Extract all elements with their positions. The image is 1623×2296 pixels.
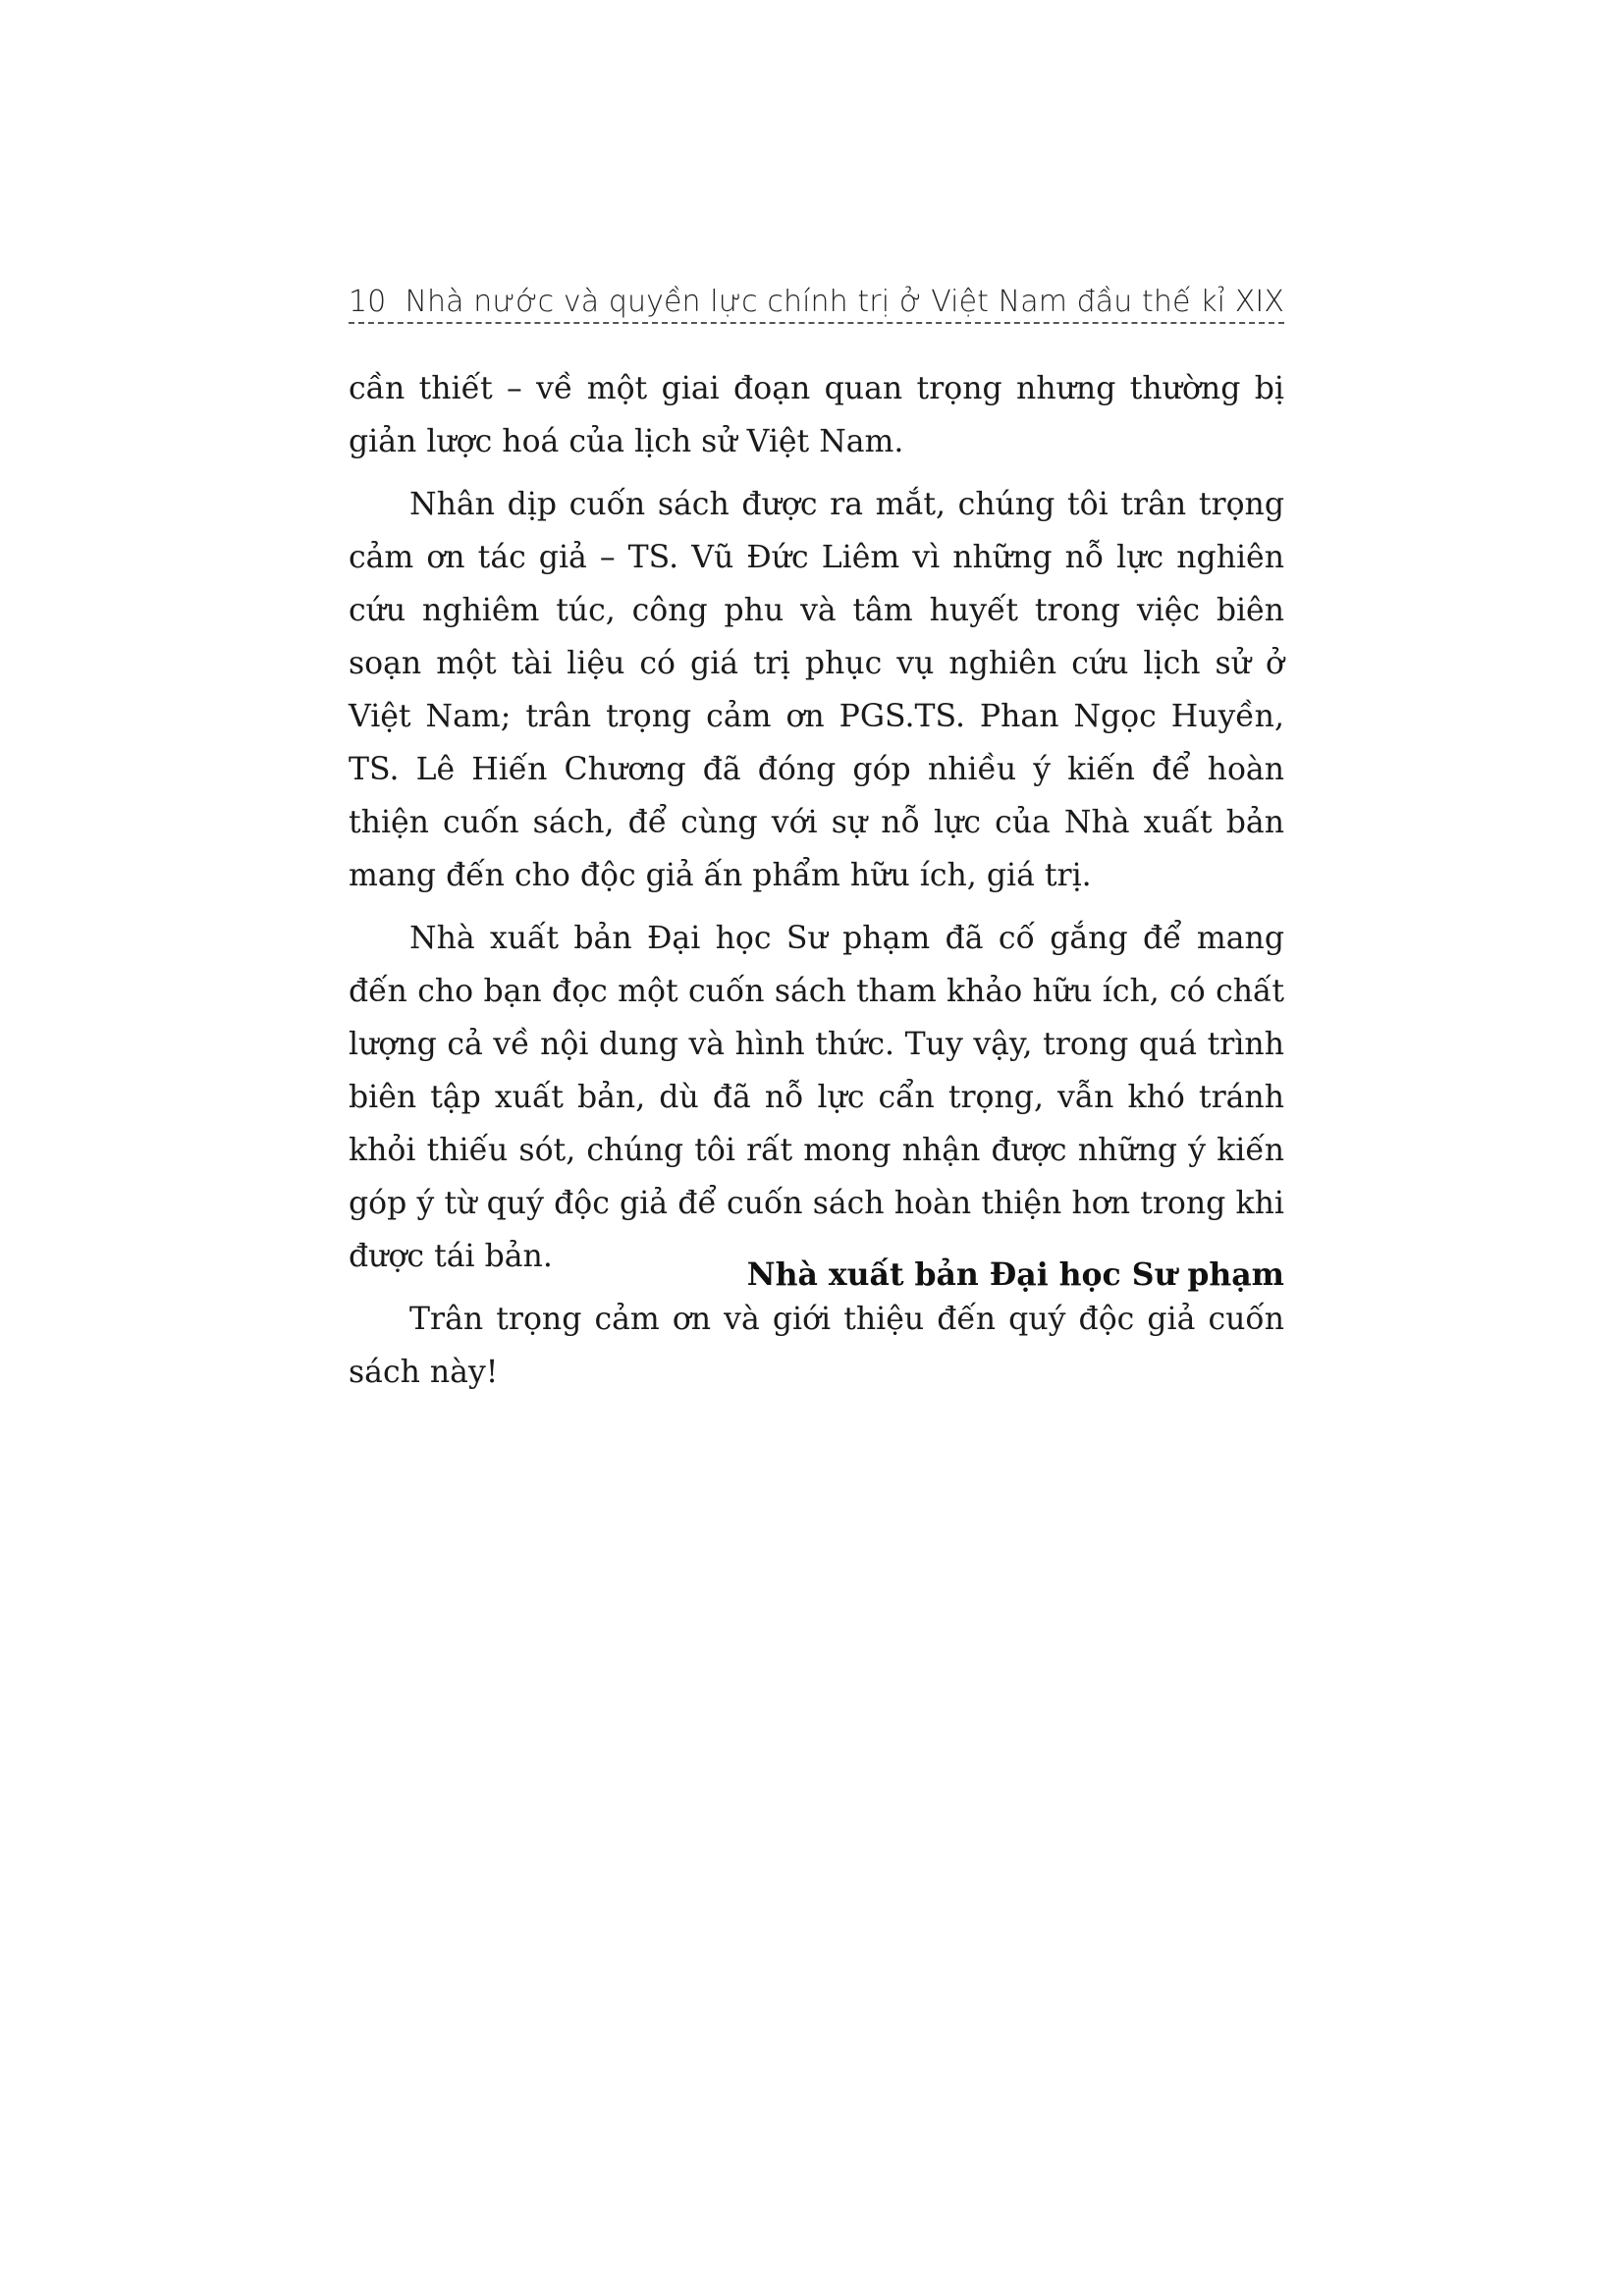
paragraph-publisher-note: Nhà xuất bản Đại học Sư phạm đã cố gắng để mang đến cho bạn đọc một cuốn sách tham khảo hữu ích, có chất lượng cả về nội dung và hình thức. Tuy vậy, trong quá trình biên tập xuất bản, dù đã nỗ lực cẩn trọng, vẫn khó tránh khỏi thiếu sót, chúng tôi rất mong nhận được những ý kiến góp ý từ quý độc giả để cuốn sách hoàn thiện hơn trong khi được tái bản. <box>349 921 1284 1274</box>
publisher-signature: Nhà xuất bản Đại học Sư phạm <box>746 1256 1284 1293</box>
paragraph-acknowledgement: Nhân dịp cuốn sách được ra mắt, chúng tôi trân trọng cảm ơn tác giả – TS. Vũ Đức Liêm vì những nỗ lực nghiên cứu nghiêm túc, công phu và tâm huyết trong việc biên soạn một tài liệu có giá trị phục vụ nghiên cứu lịch sử ở Việt Nam; trân trọng cảm ơn PGS.TS. Phan Ngọc Huyền, TS. Lê Hiến Chương đã đóng góp nhiều ý kiến để hoàn thiện cuốn sách, để cùng với sự nỗ lực của Nhà xuất bản mang đến cho độc giả ấn phẩm hữu ích, giá trị. <box>349 487 1284 893</box>
paragraph-closing: Trân trọng cảm ơn và giới thiệu đến quý độc giả cuốn sách này! <box>349 1302 1284 1390</box>
running-header <box>349 277 1284 326</box>
page-number: 10 <box>349 285 387 319</box>
paragraph-continuation: cần thiết – về một giai đoạn quan trọng nhưng thường bị giản lược hoá của lịch sử Việt Nam. <box>349 371 1284 459</box>
book-title: Nhà nước và quyền lực chính trị ở Việt Nam đầu thế kỉ XIX <box>405 285 1284 319</box>
header-divider <box>349 322 1284 324</box>
